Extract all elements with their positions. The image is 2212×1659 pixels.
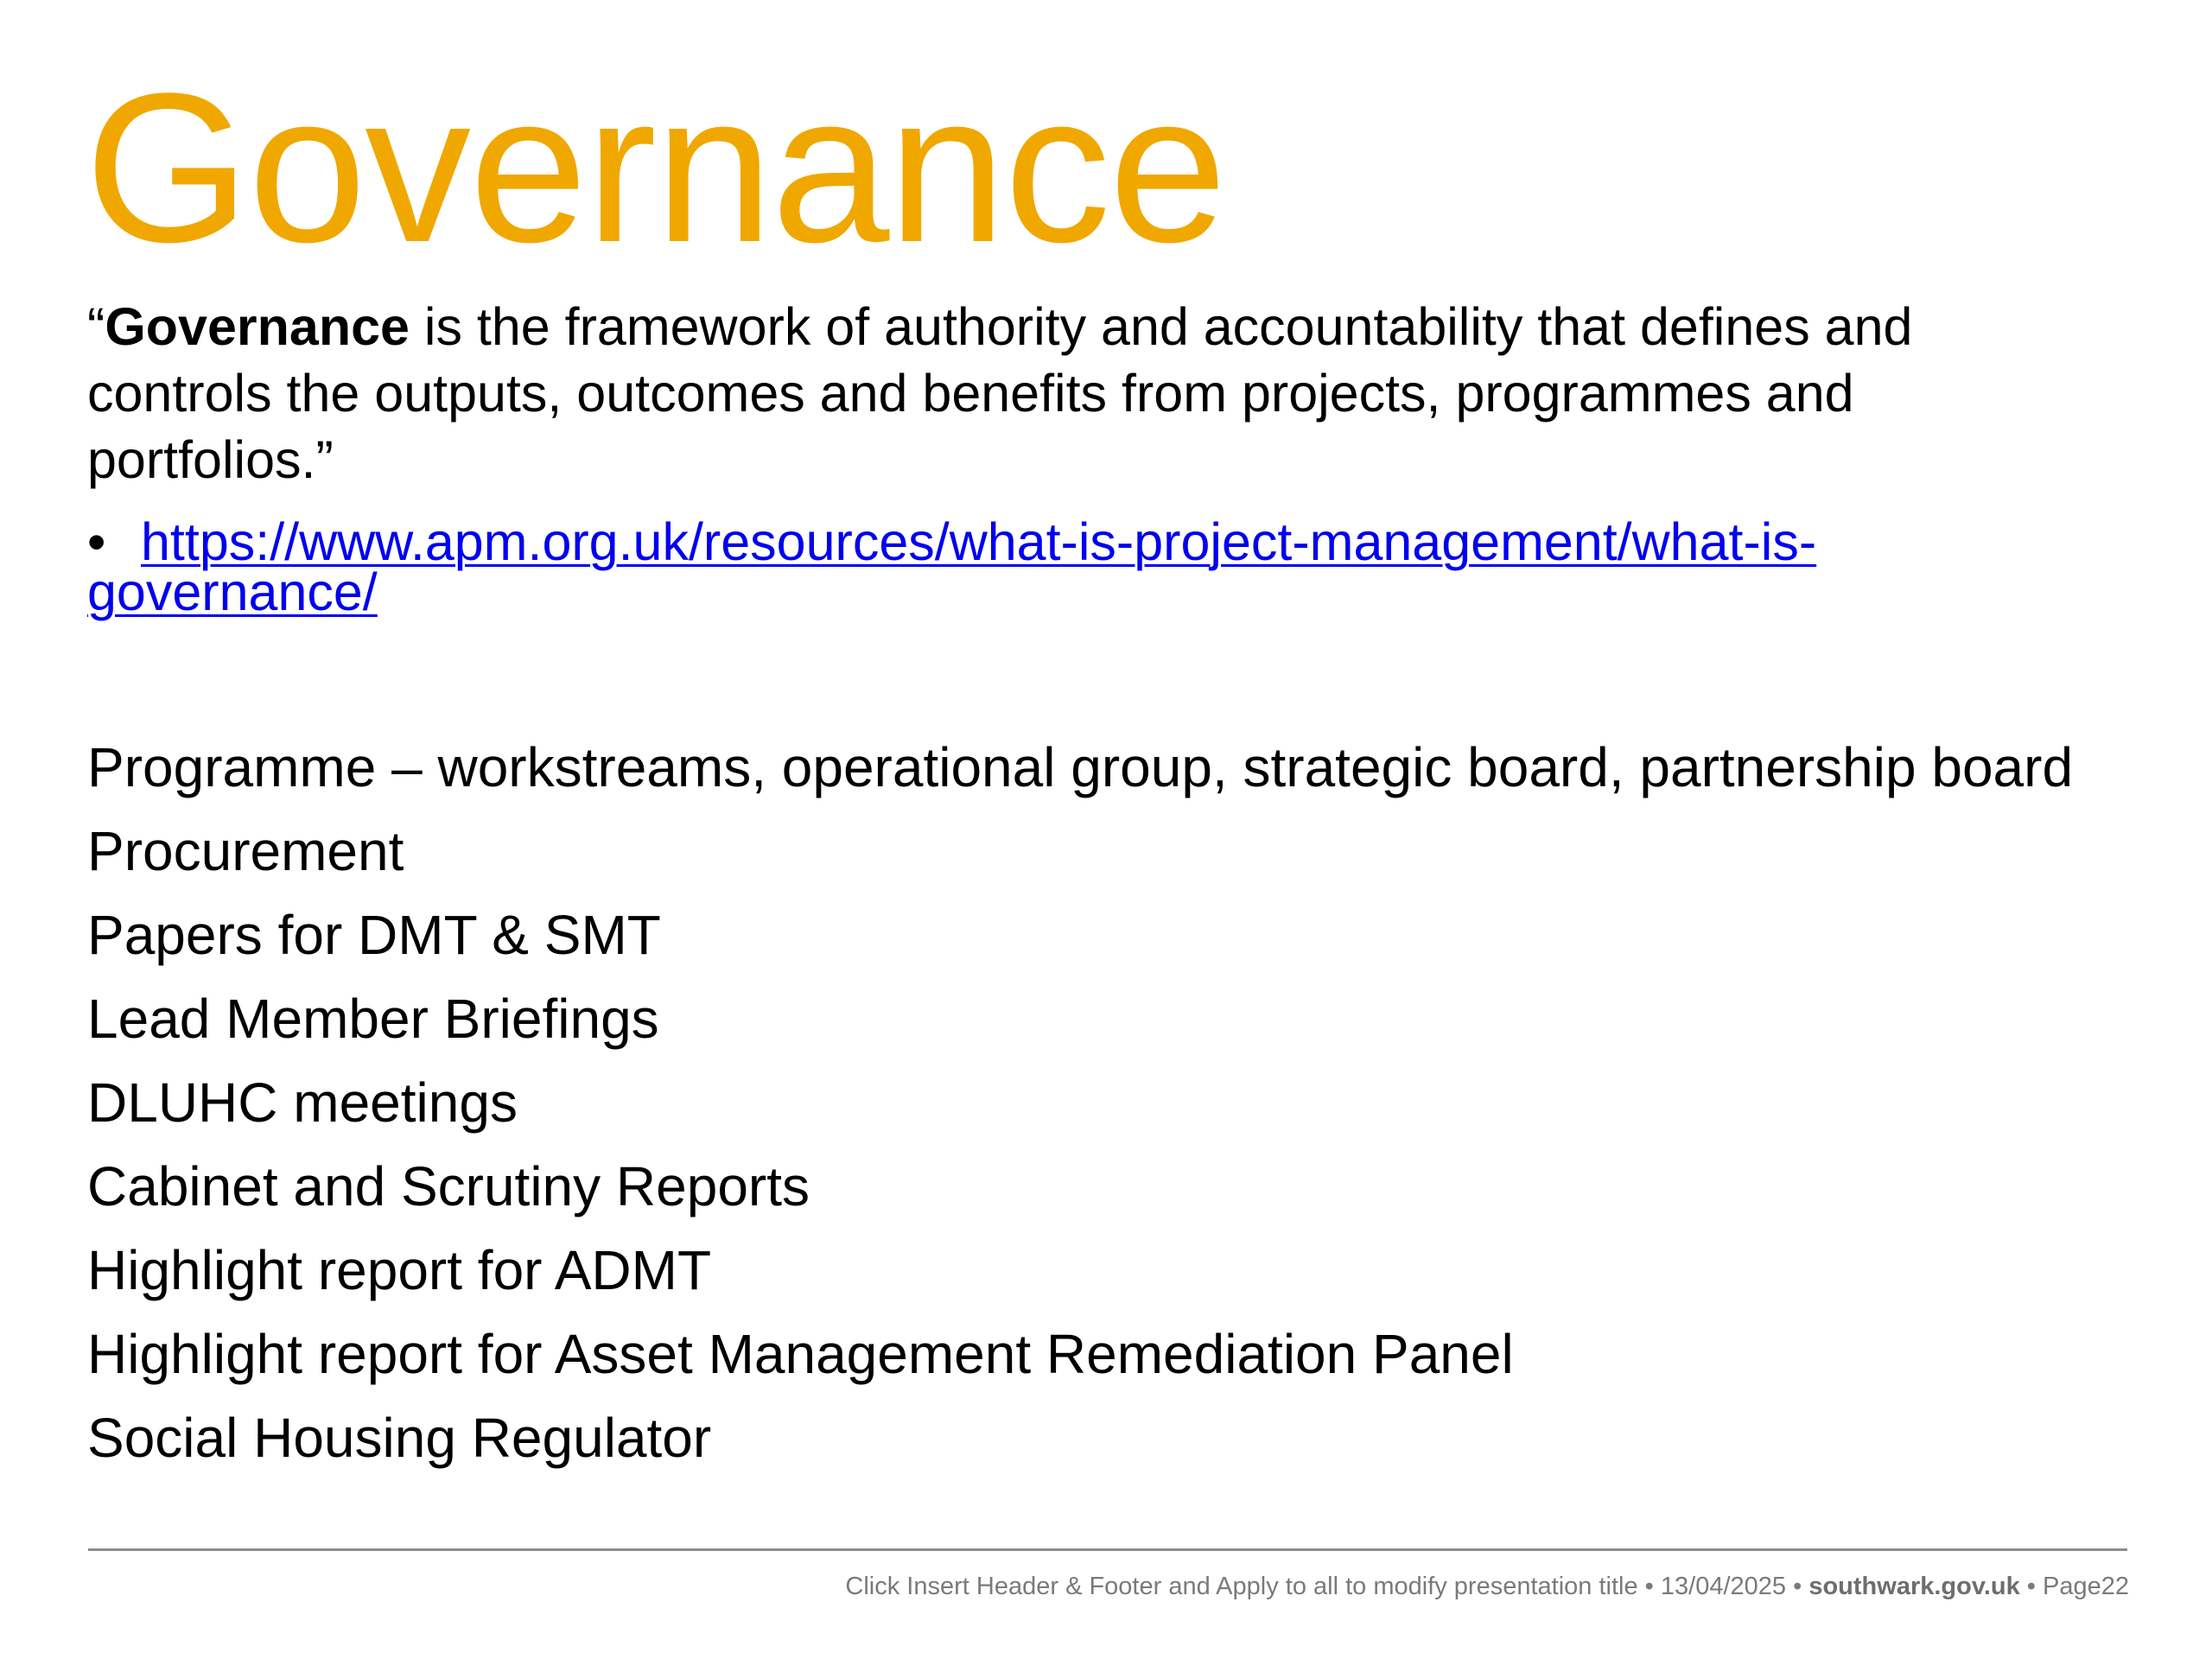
footer-date: 13/04/2025 — [1660, 1573, 1787, 1600]
bullet-icon: • — [87, 512, 106, 571]
list-item: Papers for DMT & SMT — [87, 904, 661, 966]
open-quote: “ — [87, 297, 105, 356]
list-item: Cabinet and Scrutiny Reports — [87, 1155, 810, 1217]
footer-page-label: Page — [2043, 1573, 2101, 1600]
footer-divider — [88, 1548, 2127, 1551]
footer-presentation-title: Click Insert Header & Footer and Apply to all to modify presentation title — [845, 1573, 1638, 1600]
source-bullet — [87, 512, 2057, 621]
list-item: DLUHC meetings — [87, 1071, 518, 1134]
footer-separator: • — [2019, 1573, 2043, 1600]
list-item: Procurement — [87, 820, 404, 882]
slide-footer — [845, 1571, 2129, 1602]
footer-separator: • — [1786, 1573, 1809, 1600]
governance-items-list — [87, 726, 2161, 1480]
footer-site: southwark.gov.uk — [1808, 1573, 2020, 1600]
footer-separator: • — [1637, 1573, 1661, 1600]
list-item: Social Housing Regulator — [87, 1407, 712, 1469]
list-item: Programme – workstreams, operational group, strategic board, partnership board — [87, 736, 2074, 798]
list-item: Lead Member Briefings — [87, 988, 659, 1050]
governance-definition — [87, 294, 2092, 493]
apm-source-link[interactable]: https://www.apm.org.uk/resources/what-is-project-management/what-is-governance/ — [87, 512, 1817, 621]
definition-term: Governance — [105, 297, 410, 356]
footer-page-number: 22 — [2101, 1573, 2129, 1600]
slide-title: Governance — [85, 49, 1226, 287]
definition-text: is the framework of authority and accountability that defines and controls the outputs, outcomes and benefits from projects, programmes and portfolios.” — [87, 297, 1913, 489]
list-item: Highlight report for ADMT — [87, 1239, 712, 1301]
list-item: Highlight report for Asset Management Remediation Panel — [87, 1323, 1514, 1385]
